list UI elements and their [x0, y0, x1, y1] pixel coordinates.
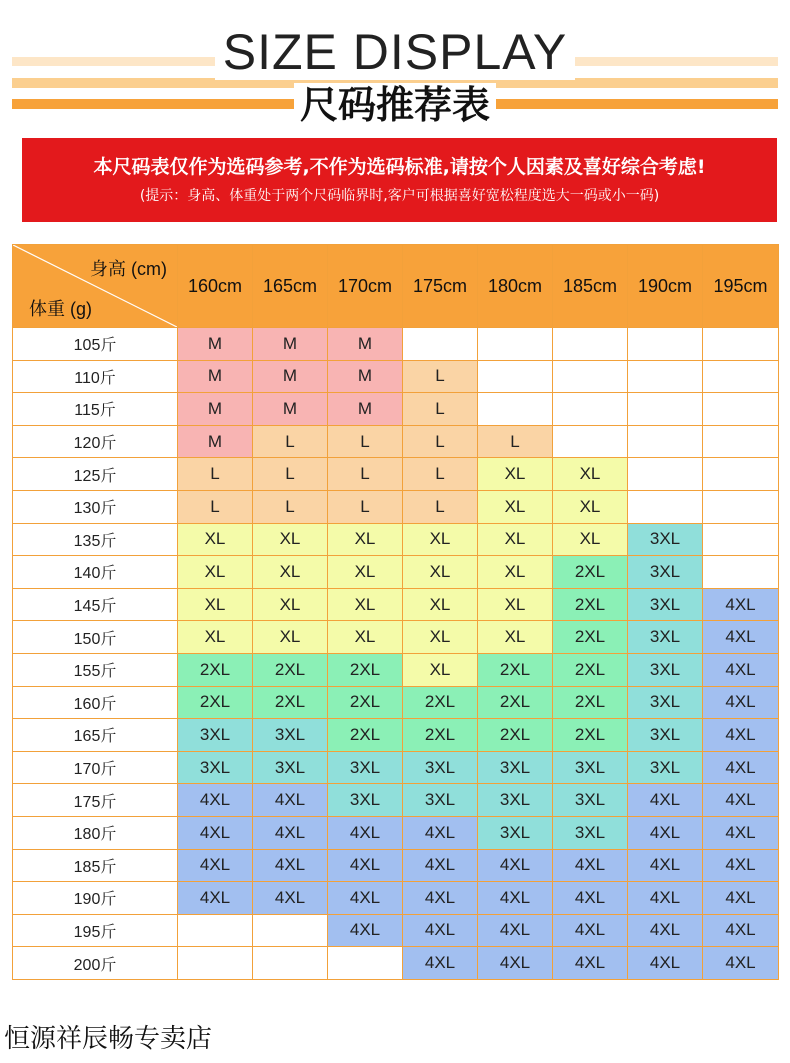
- size-cell: 4XL: [178, 816, 253, 849]
- size-cell: [553, 360, 628, 393]
- size-cell: [628, 328, 703, 361]
- table-row: [13, 849, 779, 882]
- weight-cell: 125斤: [13, 458, 178, 491]
- size-cell: [703, 490, 779, 523]
- weight-cell: 175斤: [13, 784, 178, 817]
- size-cell: 4XL: [628, 914, 703, 947]
- size-cell: L: [328, 425, 403, 458]
- size-cell: 2XL: [553, 556, 628, 589]
- size-cell: 2XL: [553, 719, 628, 752]
- size-cell: XL: [253, 523, 328, 556]
- size-cell: 3XL: [253, 751, 328, 784]
- size-cell: 4XL: [403, 947, 478, 980]
- size-cell: 3XL: [478, 784, 553, 817]
- size-cell: 3XL: [328, 751, 403, 784]
- size-cell: [553, 328, 628, 361]
- size-cell: XL: [178, 523, 253, 556]
- size-cell: XL: [328, 556, 403, 589]
- size-cell: 4XL: [328, 816, 403, 849]
- weight-cell: 190斤: [13, 882, 178, 915]
- title-english-text: SIZE DISPLAY: [215, 24, 576, 80]
- size-cell: 4XL: [703, 816, 779, 849]
- size-cell: 3XL: [628, 588, 703, 621]
- size-cell: L: [328, 490, 403, 523]
- size-cell: 3XL: [403, 751, 478, 784]
- size-cell: [703, 556, 779, 589]
- size-cell: M: [178, 425, 253, 458]
- size-cell: 4XL: [628, 816, 703, 849]
- table-row: [13, 393, 779, 426]
- size-cell: 3XL: [253, 719, 328, 752]
- size-cell: 4XL: [178, 882, 253, 915]
- size-cell: XL: [478, 523, 553, 556]
- size-cell: XL: [328, 523, 403, 556]
- size-chart-table: [12, 244, 779, 980]
- table-row: [13, 816, 779, 849]
- size-cell: 2XL: [478, 653, 553, 686]
- weight-cell: 105斤: [13, 328, 178, 361]
- size-cell: [703, 328, 779, 361]
- size-cell: XL: [403, 556, 478, 589]
- size-cell: L: [403, 490, 478, 523]
- size-cell: [553, 393, 628, 426]
- size-cell: 4XL: [628, 947, 703, 980]
- table-row: [13, 784, 779, 817]
- size-cell: 4XL: [703, 686, 779, 719]
- size-cell: 2XL: [328, 653, 403, 686]
- size-cell: 2XL: [253, 653, 328, 686]
- size-cell: XL: [178, 621, 253, 654]
- size-cell: 3XL: [403, 784, 478, 817]
- size-cell: 3XL: [328, 784, 403, 817]
- size-cell: [178, 947, 253, 980]
- size-cell: 3XL: [478, 816, 553, 849]
- size-cell: XL: [553, 523, 628, 556]
- title-english: [0, 24, 790, 80]
- size-cell: [253, 914, 328, 947]
- size-cell: 3XL: [178, 719, 253, 752]
- size-cell: 3XL: [628, 719, 703, 752]
- size-table-body: [13, 245, 779, 980]
- header-row: [13, 245, 779, 328]
- size-cell: 3XL: [628, 686, 703, 719]
- weight-cell: 170斤: [13, 751, 178, 784]
- size-cell: [628, 458, 703, 491]
- table-row: [13, 947, 779, 980]
- table-row: [13, 556, 779, 589]
- size-cell: 4XL: [703, 751, 779, 784]
- size-cell: 3XL: [628, 556, 703, 589]
- size-cell: [628, 393, 703, 426]
- store-name: 恒源祥辰畅专卖店: [4, 1024, 213, 1054]
- weight-cell: 130斤: [13, 490, 178, 523]
- size-cell: 4XL: [478, 914, 553, 947]
- weight-cell: 145斤: [13, 588, 178, 621]
- size-cell: 4XL: [703, 849, 779, 882]
- size-cell: M: [328, 360, 403, 393]
- size-cell: [553, 425, 628, 458]
- weight-cell: 165斤: [13, 719, 178, 752]
- size-cell: L: [403, 458, 478, 491]
- weight-cell: 180斤: [13, 816, 178, 849]
- size-cell: XL: [478, 621, 553, 654]
- size-cell: 4XL: [403, 882, 478, 915]
- size-cell: XL: [328, 621, 403, 654]
- size-cell: [703, 425, 779, 458]
- size-cell: 4XL: [703, 719, 779, 752]
- size-cell: 4XL: [328, 882, 403, 915]
- weight-cell: 140斤: [13, 556, 178, 589]
- size-cell: 4XL: [403, 816, 478, 849]
- size-cell: XL: [328, 588, 403, 621]
- size-cell: XL: [253, 556, 328, 589]
- size-cell: [478, 328, 553, 361]
- size-cell: 2XL: [553, 588, 628, 621]
- size-cell: 4XL: [703, 784, 779, 817]
- size-cell: XL: [553, 490, 628, 523]
- title-chinese: [0, 82, 790, 128]
- size-cell: L: [253, 458, 328, 491]
- table-row: [13, 425, 779, 458]
- size-cell: [478, 360, 553, 393]
- size-cell: [703, 523, 779, 556]
- size-cell: 4XL: [703, 914, 779, 947]
- size-cell: 4XL: [478, 882, 553, 915]
- weight-cell: 110斤: [13, 360, 178, 393]
- size-cell: 2XL: [403, 719, 478, 752]
- size-cell: M: [328, 328, 403, 361]
- size-cell: 4XL: [178, 849, 253, 882]
- size-cell: XL: [403, 621, 478, 654]
- size-cell: L: [478, 425, 553, 458]
- size-cell: 4XL: [553, 849, 628, 882]
- table-row: [13, 751, 779, 784]
- table-row: [13, 360, 779, 393]
- size-cell: M: [178, 393, 253, 426]
- size-cell: [478, 393, 553, 426]
- size-cell: XL: [253, 588, 328, 621]
- weight-cell: 120斤: [13, 425, 178, 458]
- weight-cell: 150斤: [13, 621, 178, 654]
- size-cell: M: [178, 360, 253, 393]
- size-cell: [628, 360, 703, 393]
- size-cell: [403, 328, 478, 361]
- size-cell: 4XL: [478, 849, 553, 882]
- size-cell: [703, 393, 779, 426]
- table-row: [13, 588, 779, 621]
- size-cell: M: [253, 360, 328, 393]
- size-cell: 4XL: [328, 849, 403, 882]
- size-cell: 3XL: [553, 816, 628, 849]
- size-cell: 4XL: [403, 914, 478, 947]
- size-cell: 4XL: [703, 947, 779, 980]
- height-header-185cm: 185cm: [553, 245, 628, 328]
- size-cell: XL: [403, 653, 478, 686]
- notice-line-1: 本尺码表仅作为选码参考,不作为选码标准,请按个人因素及喜好综合考虑!: [93, 156, 706, 178]
- size-cell: [253, 947, 328, 980]
- size-cell: [628, 490, 703, 523]
- size-cell: 4XL: [628, 849, 703, 882]
- size-cell: 4XL: [253, 784, 328, 817]
- table-row: [13, 653, 779, 686]
- size-cell: 2XL: [178, 653, 253, 686]
- size-cell: 4XL: [403, 849, 478, 882]
- size-cell: XL: [178, 556, 253, 589]
- notice-line-2: (提示：身高、体重处于两个尺码临界时,客户可根据喜好宽松程度选大一码或小一码): [139, 188, 660, 204]
- table-row: [13, 719, 779, 752]
- height-header-175cm: 175cm: [403, 245, 478, 328]
- size-cell: 4XL: [628, 784, 703, 817]
- weight-cell: 200斤: [13, 947, 178, 980]
- size-cell: 3XL: [628, 523, 703, 556]
- height-header-190cm: 190cm: [628, 245, 703, 328]
- size-cell: 2XL: [178, 686, 253, 719]
- size-cell: 3XL: [178, 751, 253, 784]
- size-cell: 4XL: [628, 882, 703, 915]
- size-cell: XL: [478, 490, 553, 523]
- size-cell: 2XL: [328, 686, 403, 719]
- table-row: [13, 621, 779, 654]
- height-header-165cm: 165cm: [253, 245, 328, 328]
- weight-cell: 185斤: [13, 849, 178, 882]
- size-cell: L: [178, 458, 253, 491]
- weight-cell: 155斤: [13, 653, 178, 686]
- size-cell: M: [178, 328, 253, 361]
- size-cell: M: [253, 393, 328, 426]
- size-cell: XL: [478, 556, 553, 589]
- size-cell: M: [253, 328, 328, 361]
- size-cell: 3XL: [553, 784, 628, 817]
- size-cell: L: [403, 360, 478, 393]
- table-row: [13, 328, 779, 361]
- size-cell: 4XL: [703, 653, 779, 686]
- weight-cell: 160斤: [13, 686, 178, 719]
- size-cell: 4XL: [703, 588, 779, 621]
- notice-banner: [22, 138, 777, 222]
- weight-cell: 195斤: [13, 914, 178, 947]
- size-cell: 4XL: [253, 816, 328, 849]
- table-row: [13, 458, 779, 491]
- size-cell: XL: [478, 588, 553, 621]
- height-header-160cm: 160cm: [178, 245, 253, 328]
- size-cell: 2XL: [403, 686, 478, 719]
- height-header-170cm: 170cm: [328, 245, 403, 328]
- size-cell: XL: [403, 588, 478, 621]
- size-cell: 4XL: [478, 947, 553, 980]
- size-cell: 4XL: [328, 914, 403, 947]
- size-cell: [178, 914, 253, 947]
- size-cell: 4XL: [253, 849, 328, 882]
- size-cell: 3XL: [628, 751, 703, 784]
- size-cell: M: [328, 393, 403, 426]
- height-header-195cm: 195cm: [703, 245, 779, 328]
- size-cell: XL: [178, 588, 253, 621]
- size-cell: L: [328, 458, 403, 491]
- size-cell: 3XL: [553, 751, 628, 784]
- size-cell: [703, 360, 779, 393]
- size-cell: [328, 947, 403, 980]
- size-cell: 2XL: [478, 719, 553, 752]
- size-cell: 4XL: [253, 882, 328, 915]
- size-cell: XL: [253, 621, 328, 654]
- title-chinese-text: 尺码推荐表: [294, 83, 496, 127]
- height-header-180cm: 180cm: [478, 245, 553, 328]
- size-cell: [703, 458, 779, 491]
- size-cell: XL: [478, 458, 553, 491]
- table-row: [13, 882, 779, 915]
- table-row: [13, 490, 779, 523]
- size-cell: L: [253, 425, 328, 458]
- size-cell: 2XL: [478, 686, 553, 719]
- weight-cell: 115斤: [13, 393, 178, 426]
- size-cell: 4XL: [553, 882, 628, 915]
- height-axis-label: 身高 (cm): [90, 259, 167, 279]
- size-cell: 3XL: [628, 621, 703, 654]
- size-cell: 4XL: [703, 621, 779, 654]
- size-cell: 4XL: [178, 784, 253, 817]
- table-row: [13, 914, 779, 947]
- size-cell: 2XL: [253, 686, 328, 719]
- size-cell: 4XL: [703, 882, 779, 915]
- size-cell: XL: [553, 458, 628, 491]
- size-cell: [628, 425, 703, 458]
- size-cell: 2XL: [553, 686, 628, 719]
- size-cell: 4XL: [553, 914, 628, 947]
- size-cell: XL: [403, 523, 478, 556]
- size-cell: 3XL: [478, 751, 553, 784]
- size-cell: L: [403, 393, 478, 426]
- size-cell: 3XL: [628, 653, 703, 686]
- size-cell: 2XL: [553, 621, 628, 654]
- weight-axis-label: 体重 (g): [29, 299, 92, 319]
- size-cell: 4XL: [553, 947, 628, 980]
- corner-header: [13, 245, 178, 328]
- size-cell: L: [403, 425, 478, 458]
- size-cell: L: [178, 490, 253, 523]
- size-cell: 2XL: [328, 719, 403, 752]
- table-row: [13, 686, 779, 719]
- size-cell: 2XL: [553, 653, 628, 686]
- size-cell: L: [253, 490, 328, 523]
- weight-cell: 135斤: [13, 523, 178, 556]
- table-row: [13, 523, 779, 556]
